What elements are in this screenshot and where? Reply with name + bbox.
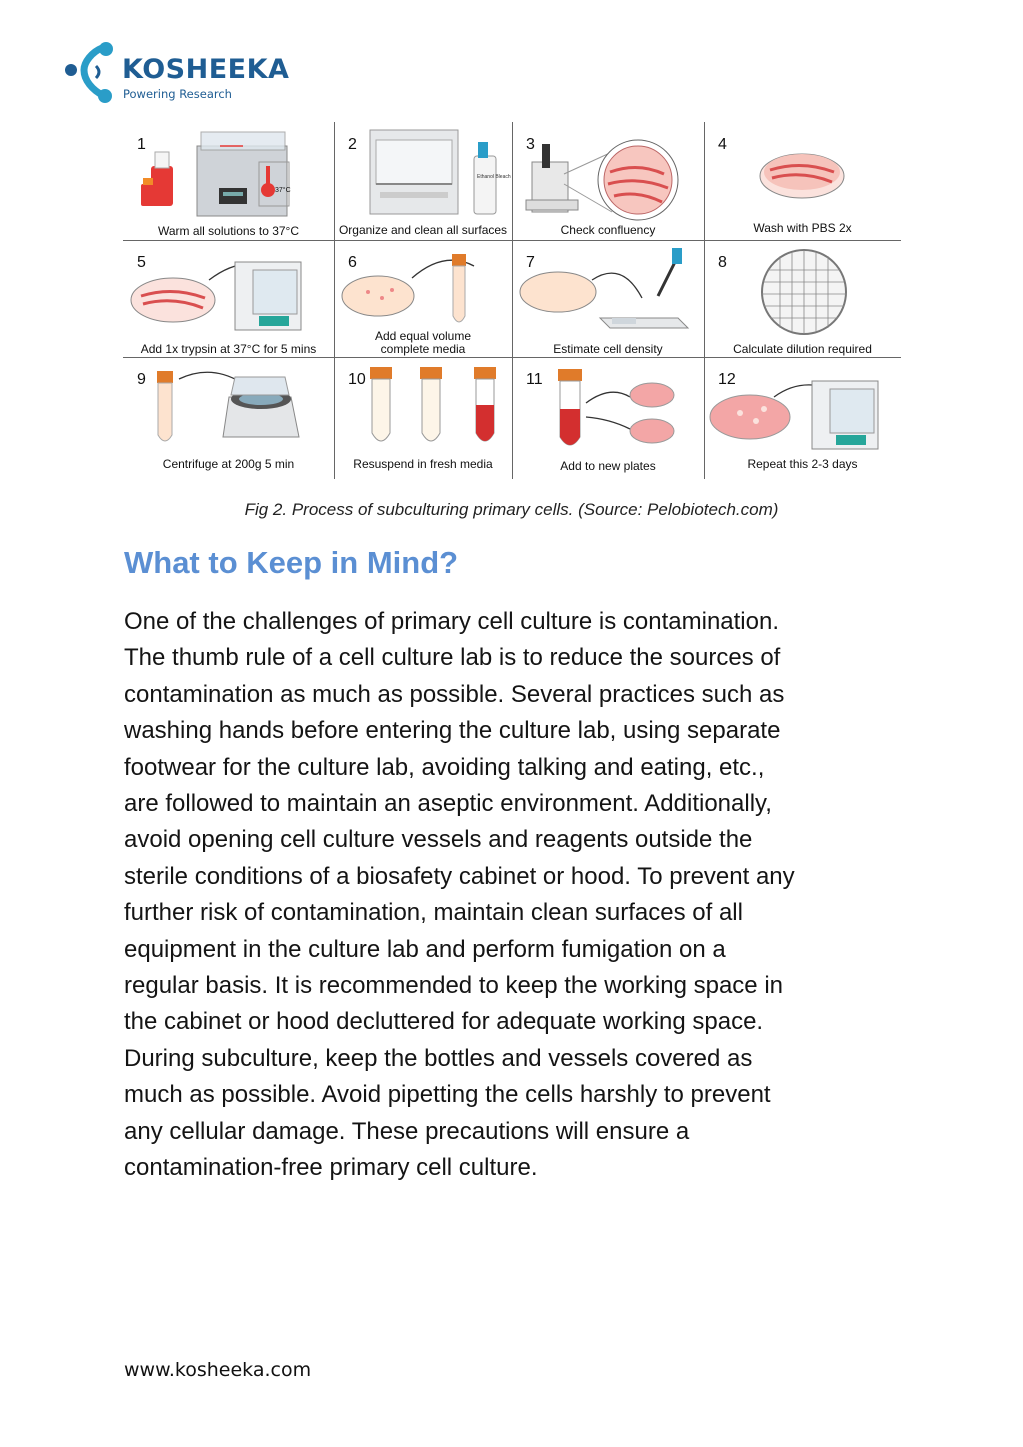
logo-tagline: Powering Research <box>123 87 232 101</box>
paragraph-line: sterile conditions of a biosafety cabinet or hood. To prevent any <box>124 862 795 890</box>
step-1 <box>123 122 334 240</box>
paragraph-line: the cabinet or hood decluttered for adequate working space. <box>124 1008 764 1036</box>
petri-dish-icon <box>704 122 901 222</box>
paragraph-line: equipment in the culture lab and perform fumigation on a <box>124 935 726 963</box>
paragraph-line: further risk of contamination, maintain clean surfaces of all <box>124 899 743 927</box>
step-4 <box>704 122 901 240</box>
paragraph-line: During subculture, keep the bottles and vessels covered as <box>124 1044 753 1072</box>
step-number: 12 <box>718 371 736 388</box>
step-number: 5 <box>137 254 146 271</box>
paragraph-line: washing hands before entering the culture lab, using separate <box>124 717 781 745</box>
step-10 <box>334 357 512 479</box>
subculture-process-figure <box>123 122 901 479</box>
step-caption: Repeat this 2-3 days <box>747 457 858 471</box>
hemocytometer-icon <box>512 240 704 340</box>
step-6 <box>334 240 512 357</box>
kosheeka-logo <box>62 40 312 106</box>
step-number: 6 <box>348 254 357 271</box>
counting-grid-icon <box>704 240 901 340</box>
paragraph-line: much as possible. Avoid pipetting the cells harshly to prevent <box>124 1081 771 1109</box>
figure-caption: Fig 2. Process of subculturing primary cells. (Source: Pelobiotech.com) <box>244 500 779 519</box>
step-11 <box>512 357 704 479</box>
section-heading: What to Keep in Mind? <box>124 545 459 580</box>
step-8 <box>704 240 901 357</box>
step-caption: Warm all solutions to 37°C <box>157 224 300 238</box>
step-number: 4 <box>718 136 727 153</box>
step-2 <box>334 122 512 240</box>
step-caption: Check confluency <box>560 223 656 237</box>
paragraph-line: regular basis. It is recommended to keep the working space in <box>124 972 784 1000</box>
paragraph-line: footwear for the culture lab, avoiding talking and eating, etc., <box>124 753 765 781</box>
step-number: 10 <box>348 371 366 388</box>
logo-mark-icon <box>62 40 122 106</box>
incubator-repeat-icon <box>704 357 901 457</box>
paragraph-line: contamination as much as possible. Several practices such as <box>124 680 785 708</box>
step-number: 9 <box>137 371 146 388</box>
temp-label: 37°C <box>275 187 291 194</box>
step-5 <box>123 240 334 357</box>
paragraph-line: any cellular damage. These precautions will ensure a <box>124 1117 690 1145</box>
step-caption: Add to new plates <box>560 459 656 473</box>
step-number: 3 <box>526 136 535 153</box>
paragraph-line: are followed to maintain an aseptic environment. Additionally, <box>124 790 772 818</box>
step-caption: Centrifuge at 200g 5 min <box>162 457 295 471</box>
step-caption: Organize and clean all surfaces <box>338 223 508 237</box>
paragraph-line: contamination-free primary cell culture. <box>124 1154 538 1182</box>
step-9 <box>123 357 334 479</box>
step-caption: Add 1x trypsin at 37°C for 5 mins <box>140 342 317 356</box>
paragraph-line: avoid opening cell culture vessels and reagents outside the <box>124 826 753 854</box>
plating-icon <box>512 357 704 457</box>
centrifuge-icon <box>123 357 334 457</box>
step-caption: Add equal volume complete media <box>374 329 472 356</box>
step-12 <box>704 357 901 479</box>
tubes-icon <box>334 357 512 457</box>
step-7 <box>512 240 704 357</box>
footer-url[interactable]: www.kosheeka.com <box>124 1359 312 1381</box>
incubator-icon <box>123 240 334 340</box>
step-caption: Resuspend in fresh media <box>353 457 493 471</box>
paragraph-line: One of the challenges of primary cell culture is contamination. <box>124 608 779 635</box>
step-caption: Estimate cell density <box>553 342 663 356</box>
step-number: 7 <box>526 254 535 271</box>
step-caption: Wash with PBS 2x <box>753 221 852 235</box>
media-tube-icon <box>334 240 512 340</box>
water-bath-icon <box>123 122 334 222</box>
spray-label: Ethanol Bleach <box>477 174 511 180</box>
paragraph-line: The thumb rule of a cell culture lab is to reduce the sources of <box>124 644 781 672</box>
step-number: 2 <box>348 136 357 153</box>
step-number: 11 <box>526 371 543 388</box>
body-paragraph <box>124 604 914 1187</box>
logo-wordmark: KOSHEEKA <box>122 54 290 85</box>
step-caption: Calculate dilution required <box>733 342 872 356</box>
microscope-icon <box>512 122 704 222</box>
step-number: 8 <box>718 254 727 271</box>
biosafety-cabinet-icon <box>334 122 512 222</box>
step-3 <box>512 122 704 240</box>
step-number: 1 <box>137 136 146 153</box>
